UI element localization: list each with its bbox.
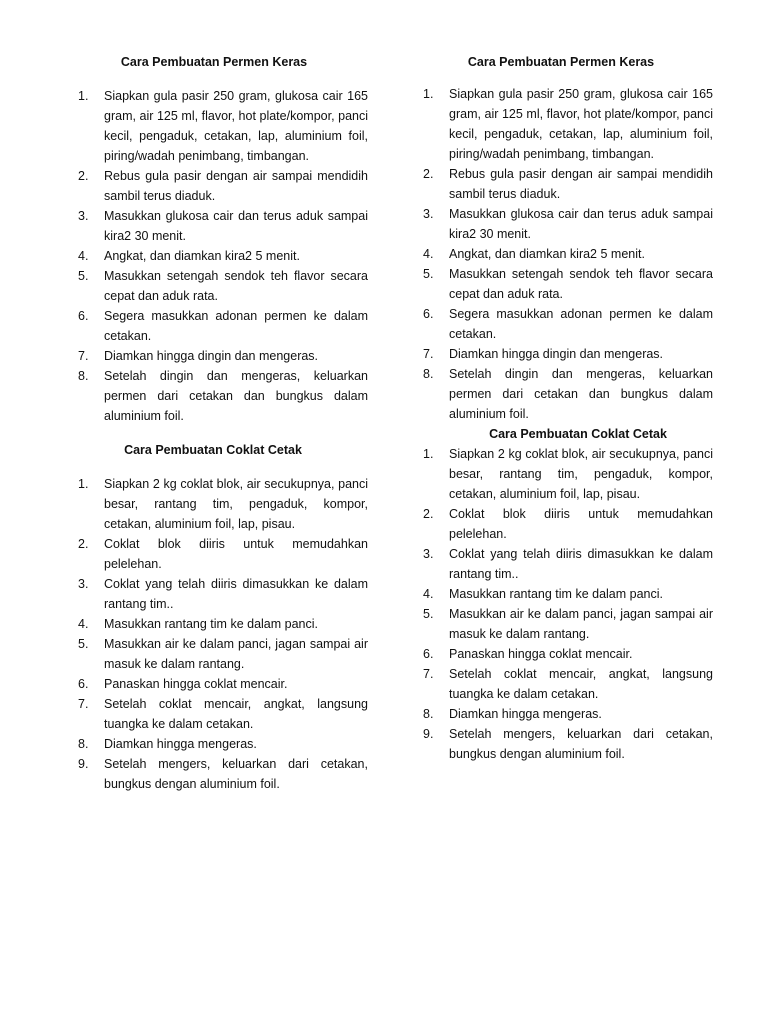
step-text: Setelah mengers, keluarkan dari cetakan, bungkus dengan aluminium foil. <box>449 727 713 761</box>
step-number: 8. <box>78 369 89 383</box>
step-number: 4. <box>78 249 89 263</box>
step-number: 9. <box>78 757 89 771</box>
step-text: Masukkan rantang tim ke dalam panci. <box>449 587 663 601</box>
step-text: Coklat yang telah diiris dimasukkan ke dalam rantang tim.. <box>104 577 368 611</box>
left-column <box>78 52 368 794</box>
step-text: Masukkan setengah sendok teh flavor secara cepat dan aduk rata. <box>104 269 368 303</box>
step-text: Masukkan air ke dalam panci, jagan sampai air masuk ke dalam rantang. <box>104 637 368 671</box>
list-item <box>78 206 368 246</box>
step-text: Panaskan hingga coklat mencair. <box>104 677 288 691</box>
step-text: Coklat blok diiris untuk memudahkan pelelehan. <box>104 537 368 571</box>
step-text: Diamkan hingga mengeras. <box>104 737 257 751</box>
step-text: Angkat, dan diamkan kira2 5 menit. <box>104 249 300 263</box>
step-text: Masukkan glukosa cair dan terus aduk sampai kira2 30 menit. <box>449 207 713 241</box>
list-item <box>78 166 368 206</box>
step-number: 7. <box>423 667 434 681</box>
step-text: Panaskan hingga coklat mencair. <box>449 647 633 661</box>
step-number: 9. <box>423 727 434 741</box>
list-item <box>423 84 713 164</box>
step-number: 1. <box>423 447 434 461</box>
step-number: 1. <box>78 477 89 491</box>
step-number: 6. <box>78 677 89 691</box>
step-number: 8. <box>78 737 89 751</box>
list-item <box>423 264 713 304</box>
list-item <box>78 694 368 734</box>
step-number: 7. <box>423 347 434 361</box>
list-item <box>423 444 713 504</box>
step-text: Rebus gula pasir dengan air sampai mendidih sambil terus diaduk. <box>104 169 368 203</box>
list-item <box>78 614 368 634</box>
step-number: 7. <box>78 697 89 711</box>
step-text: Setelah dingin dan mengeras, keluarkan permen dari cetakan dan bungkus dalam aluminium foil. <box>104 369 368 423</box>
step-number: 1. <box>423 87 434 101</box>
step-text: Masukkan rantang tim ke dalam panci. <box>104 617 318 631</box>
step-text: Siapkan 2 kg coklat blok, air secukupnya, panci besar, rantang tim, pengaduk, kompor, cetakan, aluminium foil, lap, pisau. <box>104 477 368 531</box>
step-number: 1. <box>78 89 89 103</box>
step-text: Setelah coklat mencair, angkat, langsung tuangka ke dalam cetakan. <box>104 697 368 731</box>
step-text: Diamkan hingga dingin dan mengeras. <box>449 347 664 361</box>
list-item <box>423 164 713 204</box>
step-text: Siapkan gula pasir 250 gram, glukosa cair 165 gram, air 125 ml, flavor, hot plate/kompor, panci kecil, pengaduk, cetakan, lap, aluminium foil, piring/wadah penimbang, timbangan. <box>449 87 713 161</box>
step-number: 4. <box>423 587 434 601</box>
step-number: 2. <box>78 537 89 551</box>
list-item <box>78 306 368 346</box>
permen-keras-title: Cara Pembuatan Permen Keras <box>467 55 655 69</box>
step-number: 3. <box>78 209 89 223</box>
step-number: 6. <box>423 647 434 661</box>
step-number: 3. <box>78 577 89 591</box>
list-item <box>78 474 368 534</box>
step-number: 4. <box>78 617 89 631</box>
list-item <box>78 86 368 166</box>
step-text: Setelah mengers, keluarkan dari cetakan, bungkus dengan aluminium foil. <box>104 757 368 791</box>
list-item <box>423 724 713 764</box>
step-number: 7. <box>78 349 89 363</box>
list-item <box>423 304 713 344</box>
step-text: Rebus gula pasir dengan air sampai mendidih sambil terus diaduk. <box>449 167 713 201</box>
permen-keras-title: Cara Pembuatan Permen Keras <box>120 55 308 69</box>
step-number: 5. <box>423 607 434 621</box>
step-number: 5. <box>78 637 89 651</box>
coklat-cetak-title: Cara Pembuatan Coklat Cetak <box>489 427 667 441</box>
step-number: 6. <box>423 307 434 321</box>
list-item <box>423 504 713 544</box>
step-text: Diamkan hingga dingin dan mengeras. <box>104 349 319 363</box>
coklat-cetak-steps <box>423 444 713 764</box>
step-number: 5. <box>423 267 434 281</box>
permen-keras-steps <box>423 84 713 424</box>
list-item <box>78 674 368 694</box>
list-item <box>78 366 368 426</box>
step-number: 6. <box>78 309 89 323</box>
right-column <box>423 52 713 764</box>
coklat-cetak-steps <box>78 474 368 794</box>
list-item <box>78 346 368 366</box>
list-item <box>423 644 713 664</box>
list-item <box>78 574 368 614</box>
step-text: Coklat yang telah diiris dimasukkan ke dalam rantang tim.. <box>449 547 713 581</box>
step-number: 3. <box>423 207 434 221</box>
step-text: Masukkan glukosa cair dan terus aduk sampai kira2 30 menit. <box>104 209 368 243</box>
list-item <box>423 344 713 364</box>
step-text: Siapkan gula pasir 250 gram, glukosa cair 165 gram, air 125 ml, flavor, hot plate/kompor, panci kecil, pengaduk, cetakan, lap, aluminium foil, piring/wadah penimbang, timbangan. <box>104 89 368 163</box>
step-number: 3. <box>423 547 434 561</box>
step-text: Angkat, dan diamkan kira2 5 menit. <box>449 247 645 261</box>
step-number: 2. <box>423 507 434 521</box>
list-item <box>423 544 713 584</box>
list-item <box>423 604 713 644</box>
list-item <box>78 734 368 754</box>
coklat-cetak-title: Cara Pembuatan Coklat Cetak <box>124 443 302 457</box>
step-text: Masukkan air ke dalam panci, jagan sampai air masuk ke dalam rantang. <box>449 607 713 641</box>
list-item <box>78 534 368 574</box>
step-text: Masukkan setengah sendok teh flavor secara cepat dan aduk rata. <box>449 267 713 301</box>
step-text: Segera masukkan adonan permen ke dalam cetakan. <box>449 307 713 341</box>
list-item <box>423 364 713 424</box>
list-item <box>78 634 368 674</box>
list-item <box>78 754 368 794</box>
permen-keras-steps <box>78 86 368 426</box>
step-number: 5. <box>78 269 89 283</box>
list-item <box>78 266 368 306</box>
list-item <box>423 664 713 704</box>
list-item <box>423 704 713 724</box>
step-text: Segera masukkan adonan permen ke dalam cetakan. <box>104 309 368 343</box>
step-number: 2. <box>78 169 89 183</box>
list-item <box>423 584 713 604</box>
step-text: Siapkan 2 kg coklat blok, air secukupnya, panci besar, rantang tim, pengaduk, kompor, cetakan, aluminium foil, lap, pisau. <box>449 447 713 501</box>
step-number: 2. <box>423 167 434 181</box>
step-text: Setelah coklat mencair, angkat, langsung tuangka ke dalam cetakan. <box>449 667 713 701</box>
step-text: Coklat blok diiris untuk memudahkan pelelehan. <box>449 507 713 541</box>
list-item <box>78 246 368 266</box>
list-item <box>423 204 713 244</box>
list-item <box>423 244 713 264</box>
step-text: Setelah dingin dan mengeras, keluarkan permen dari cetakan dan bungkus dalam aluminium foil. <box>449 367 713 421</box>
step-number: 4. <box>423 247 434 261</box>
step-text: Diamkan hingga mengeras. <box>449 707 602 721</box>
step-number: 8. <box>423 367 434 381</box>
step-number: 8. <box>423 707 434 721</box>
